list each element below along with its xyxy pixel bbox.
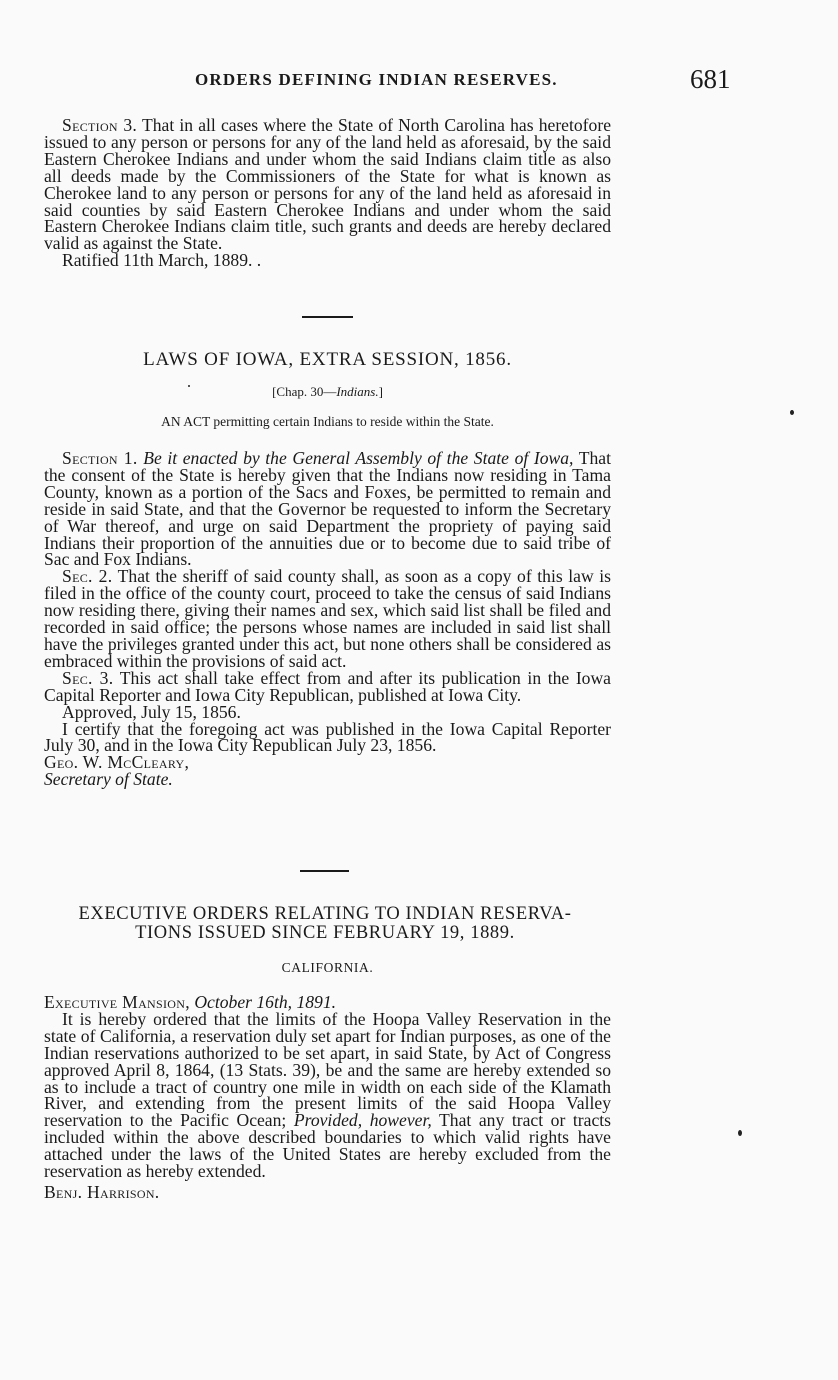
signer-title: Secretary of State. xyxy=(44,769,173,790)
iowa-title: LAWS OF IOWA, EXTRA SESSION, 1856. xyxy=(143,349,512,370)
section-divider xyxy=(302,316,353,318)
section-divider-2 xyxy=(300,870,349,872)
chapter-reference: [Chap. 30—Indians.] xyxy=(272,384,383,399)
iowa-section-3: Sec. 3. This act shall take effect from and after its publication in the Iowa Capital Reporter and Iowa City Republican, published at Iowa City. xyxy=(44,667,611,705)
signer-name: Geo. W. McCleary, xyxy=(44,752,190,773)
state-heading: CALIFORNIA. xyxy=(281,960,374,975)
order-text: It is hereby ordered that the limits of the Hoopa Valley Reservation in the state of California, a reservation duly set apart for Indian purposes, as one of the Indian reservations authorized to be set apart, in said State, by Act of Congress approved April 8, 1864, (13 Stats. 39), be and the same are hereby extended so as to include a tract of country one mile in width on each side of the Klamath River, and extending from the present limits of the said Hoopa Valley reservation to the Pacific Ocean; Provided, however, That any tract or tracts included within the above described boundaries to which valid rights have attached under the laws of the United States are hereby excluded from the reservation as hereby extended. xyxy=(44,1008,611,1182)
section-label: Section 3. xyxy=(62,115,138,135)
ratified-line: Ratified 11th March, 1889. . xyxy=(62,250,262,271)
iowa-act-body xyxy=(44,450,611,788)
page-number: 681 xyxy=(690,64,731,94)
scan-speck xyxy=(188,385,190,387)
iowa-section-1: Section 1. Be it enacted by the General Assembly of the State of Iowa, That the consent of the State is hereby given that the Indians now residing in Tama County, known as a portion of the Sacs and Foxes, be permitted to remain and reside in said State, and that the Governor be requested to inform the Secretary of War thereof, and urge on said Department the propriety of paying said Indians their proportion of the annuities due or to become due to said tribe of Sac and Fox Indians. xyxy=(44,448,611,570)
nc-section-3 xyxy=(44,117,611,269)
approved-line: Approved, July 15, 1856. xyxy=(62,701,241,722)
iowa-section-2: Sec. 2. That the sheriff of said county shall, as soon as a copy of this law is filed in the office of the county court, proceed to take the census of said Indians now residing there, giving their names and sex, which said list shall be filed and recorded in said office; the persons whose names are included in said list shall have the privileges granted under this act, but none others shall be considered as embraced within the provisions of said act. xyxy=(44,566,611,671)
exec-orders-title: EXECUTIVE ORDERS RELATING TO INDIAN RESERVA- TIONS ISSUED SINCE FEBRUARY 19, 1889. xyxy=(78,904,572,943)
certification: I certify that the foregoing act was published in the Iowa Capital Reporter July 30, and in the Iowa City Republican July 23, 1856. xyxy=(44,718,611,756)
executive-order xyxy=(44,994,611,1201)
order-signer: Benj. Harrison. xyxy=(44,1181,160,1202)
running-head: ORDERS DEFINING INDIAN RESERVES. xyxy=(195,70,558,89)
act-title: AN ACT permitting certain Indians to reside within the State. xyxy=(161,414,494,429)
section-text: That in all cases where the State of North Carolina has heretofore issued to any person or persons for any of the land held as aforesaid, by the said Eastern Cherokee Indians and under whom the said Indians claim title as also all deeds made by the Commissioners of the State for what is known as Cherokee land to any person or persons for any of the land held as aforesaid in said counties by said Eastern Cherokee Indians and under whom the said Eastern Cherokee Indians claim title, such grants and deeds are hereby declared valid as against the State. xyxy=(44,115,611,254)
order-dateline: Executive Mansion, October 16th, 1891. xyxy=(44,992,337,1012)
scan-speck xyxy=(738,1130,742,1136)
scan-speck xyxy=(790,410,794,415)
